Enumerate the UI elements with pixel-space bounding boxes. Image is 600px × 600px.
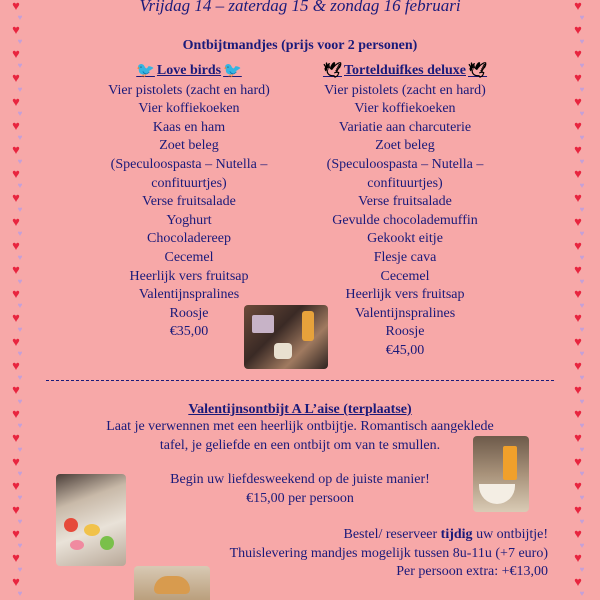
basket-item: Roosje [169,305,209,321]
basket-item: Vier koffiekoeken [354,101,456,117]
breakfast-photo [473,436,529,512]
basket-item: Gevulde chocolademuffin [332,212,478,228]
right-heart-border [570,0,592,600]
heart-icon: ♥ [12,214,20,229]
heart-icon: ♥ [17,109,23,118]
heart-icon: ♥ [574,478,582,493]
heart-icon: ♥ [574,310,582,325]
heart-icon: ♥ [579,445,585,454]
basket-item: confituurtjes) [367,175,443,191]
basket-item: €45,00 [385,342,425,358]
heart-icon: ♥ [579,397,585,406]
heart-icon: ♥ [12,406,20,421]
heart-icon: ♥ [12,190,20,205]
basket-item: Roosje [385,324,425,340]
heart-icon: ♥ [17,37,23,46]
heart-icon: ♥ [12,142,20,157]
basket-item: Yoghurt [166,212,212,228]
basket-item: Verse fruitsalade [358,194,452,210]
heart-icon: ♥ [579,229,585,238]
bird-icon: 🐦 [136,63,155,79]
heart-icon: ♥ [574,430,582,445]
heart-icon: ♥ [574,166,582,181]
heart-icon: ♥ [574,70,582,85]
basket-love-birds-title: Love birds [156,63,222,78]
onsite-title: Valentijnsontbijt A L’aise (terplaatse) [188,402,412,417]
heart-icon: ♥ [12,262,20,277]
heart-icon: ♥ [574,0,582,13]
heart-icon: ♥ [579,37,585,46]
heart-icon: ♥ [579,301,585,310]
heart-icon: ♥ [12,0,20,13]
basket-item: (Speculoospasta – Nutella – [326,156,484,172]
heart-icon: ♥ [17,13,23,22]
basket-item: Vier pistolets (zacht en hard) [324,82,486,98]
heart-icon: ♥ [17,277,23,286]
heart-icon: ♥ [574,382,582,397]
basket-tortelduifkes [305,62,505,361]
heart-icon: ♥ [579,589,585,598]
heart-icon: ♥ [574,118,582,133]
basket-item: Verse fruitsalade [142,194,236,210]
heart-icon: ♥ [12,550,20,565]
heart-icon: ♥ [12,358,20,373]
basket-item: Kaas en ham [152,119,226,135]
heart-icon: ♥ [574,262,582,277]
heart-icon: ♥ [574,94,582,109]
dove-icon: 🕊 [468,63,488,79]
heart-icon: ♥ [579,13,585,22]
heart-icon: ♥ [17,445,23,454]
heart-icon: ♥ [574,574,582,589]
basket-item: Gekookt eitje [367,231,443,247]
heart-icon: ♥ [574,550,582,565]
heart-icon: ♥ [12,22,20,37]
heart-icon: ♥ [17,373,23,382]
heart-icon: ♥ [17,517,23,526]
basket-item: Cecemel [380,268,430,284]
heart-icon: ♥ [579,541,585,550]
heart-icon: ♥ [17,541,23,550]
heart-icon: ♥ [17,85,23,94]
left-heart-border [8,0,30,600]
heart-icon: ♥ [574,142,582,157]
bird-icon: 🐦 [223,63,242,79]
heart-icon: ♥ [12,46,20,61]
heart-icon: ♥ [579,205,585,214]
heart-icon: ♥ [574,526,582,541]
heart-icon: ♥ [17,253,23,262]
dove-icon: 🕊 [322,63,342,79]
heart-icon: ♥ [12,286,20,301]
heart-icon: ♥ [17,397,23,406]
basket-love-birds-items [89,82,289,342]
heart-icon: ♥ [17,229,23,238]
heart-icon: ♥ [579,493,585,502]
heart-icon: ♥ [579,517,585,526]
basket-photo [244,305,328,369]
heart-icon: ♥ [17,565,23,574]
onsite-intro: Laat je verwennen met een heerlijk ontbijtje. Romantisch aangeklede tafel, je geliefde en een ontbijt om van te smullen. [106,419,494,453]
heart-icon: ♥ [579,157,585,166]
heart-icon: ♥ [574,502,582,517]
heart-icon: ♥ [574,358,582,373]
heart-icon: ♥ [17,61,23,70]
heart-icon: ♥ [12,70,20,85]
heart-icon: ♥ [579,373,585,382]
heart-icon: ♥ [17,181,23,190]
heart-icon: ♥ [574,454,582,469]
basket-item: Zoet beleg [159,138,219,154]
basket-item: Variatie aan charcuterie [338,119,472,135]
heart-icon: ♥ [12,478,20,493]
heart-icon: ♥ [579,349,585,358]
heart-icon: ♥ [12,526,20,541]
heart-icon: ♥ [12,334,20,349]
heart-icon: ♥ [12,502,20,517]
heart-icon: ♥ [17,157,23,166]
heart-icon: ♥ [17,349,23,358]
heart-icon: ♥ [579,61,585,70]
basket-item: Heerlijk vers fruitsap [129,268,249,284]
basket-item: (Speculoospasta – Nutella – [110,156,268,172]
basket-love-birds [89,62,289,342]
basket-item: Vier pistolets (zacht en hard) [108,82,270,98]
heart-icon: ♥ [17,589,23,598]
heart-icon: ♥ [12,238,20,253]
fruit-salad-photo [56,474,126,566]
heart-icon: ♥ [574,46,582,61]
basket-tortelduifkes-items [305,82,505,361]
heart-icon: ♥ [17,205,23,214]
order-info: Bestel/ reserveer tijdig uw ontbijtje! Thuislevering mandjes mogelijk tussen 8u-11u (+7 euro) Per persoon extra: +€13,00 [229,527,548,580]
basket-item: Zoet beleg [375,138,435,154]
heart-icon: ♥ [12,166,20,181]
heart-icon: ♥ [17,421,23,430]
heart-icon: ♥ [12,574,20,589]
heart-icon: ♥ [12,430,20,445]
heart-icon: ♥ [574,406,582,421]
heart-icon: ♥ [12,118,20,133]
heart-icon: ♥ [579,181,585,190]
heart-icon: ♥ [579,253,585,262]
basket-item: Cecemel [164,249,214,265]
heart-icon: ♥ [579,325,585,334]
heart-icon: ♥ [574,22,582,37]
heart-icon: ♥ [579,565,585,574]
heart-icon: ♥ [579,421,585,430]
heart-icon: ♥ [579,469,585,478]
basket-item: confituurtjes) [151,175,227,191]
heart-icon: ♥ [12,382,20,397]
heart-icon: ♥ [574,190,582,205]
heart-icon: ♥ [579,85,585,94]
heart-icon: ♥ [574,238,582,253]
croissant-photo [134,566,210,600]
basket-item: Flesje cava [373,249,437,265]
heart-icon: ♥ [17,469,23,478]
date-line: Vrijdag 14 – zaterdag 15 & zondag 16 februari [139,0,461,15]
basket-item: Heerlijk vers fruitsap [345,287,465,303]
basket-item: Valentijnspralines [354,305,456,321]
heart-icon: ♥ [579,109,585,118]
basket-item: Vier koffiekoeken [138,101,240,117]
heart-icon: ♥ [579,277,585,286]
heart-icon: ♥ [579,133,585,142]
heart-icon: ♥ [574,286,582,301]
dashed-divider [46,380,554,381]
heart-icon: ♥ [574,214,582,229]
heart-icon: ♥ [12,94,20,109]
onsite-price: Begin uw liefdesweekend op de juiste manier! €15,00 per persoon [170,472,430,506]
baskets-section-title: Ontbijtmandjes (prijs voor 2 personen) [182,38,418,53]
heart-icon: ♥ [17,493,23,502]
heart-icon: ♥ [574,334,582,349]
basket-item: Chocoladereep [147,231,231,247]
heart-icon: ♥ [17,133,23,142]
heart-icon: ♥ [17,325,23,334]
heart-icon: ♥ [12,454,20,469]
heart-icon: ♥ [17,301,23,310]
heart-icon: ♥ [12,310,20,325]
basket-item: Valentijnspralines [138,287,240,303]
basket-item: €35,00 [169,324,209,340]
basket-tortelduifkes-title: Tortelduifkes deluxe [344,63,466,78]
